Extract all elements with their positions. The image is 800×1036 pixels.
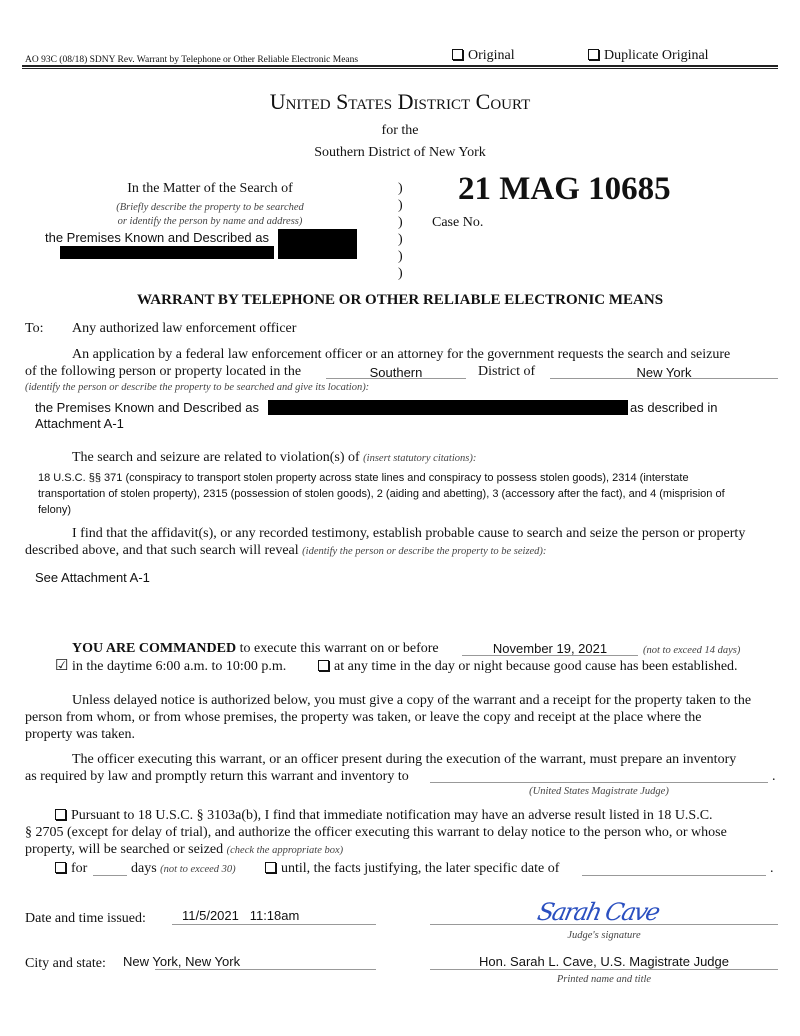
duplicate-label: Duplicate Original bbox=[604, 48, 709, 63]
deadline-date-field[interactable]: November 19, 2021 bbox=[492, 641, 608, 656]
as-described: as described in bbox=[630, 400, 718, 415]
for-days-checkbox[interactable] bbox=[55, 860, 87, 877]
checked-box-icon: ☑ bbox=[55, 658, 69, 674]
attachment-ref: Attachment A-1 bbox=[35, 416, 124, 431]
warrant-heading: WARRANT BY TELEPHONE OR OTHER RELIABLE ELECTRONIC MEANS bbox=[136, 292, 664, 308]
case-label: Case No. bbox=[432, 215, 484, 230]
checkbox-icon bbox=[588, 49, 599, 60]
checkbox-icon bbox=[265, 862, 276, 873]
command-line bbox=[72, 640, 439, 657]
delay-line-2: § 2705 (except for delay of trial), and authorize the officer executing this warrant to delay notice to the person who, or whose bbox=[25, 825, 727, 840]
daytime-label: in the daytime 6:00 a.m. to 10:00 p.m. bbox=[71, 659, 287, 674]
court-title: United States District Court bbox=[269, 89, 531, 114]
original-checkbox[interactable] bbox=[452, 47, 515, 64]
notice-line-1: Unless delayed notice is authorized below, you must give a copy of the warrant and a receipt for the property taken to the bbox=[72, 693, 752, 708]
until-date-field[interactable] bbox=[582, 875, 766, 876]
court-district: Southern District of New York bbox=[314, 145, 486, 160]
deadline-hint: (not to exceed 14 days) bbox=[643, 645, 741, 656]
date-field[interactable]: 11/5/2021 11:18am bbox=[182, 908, 300, 923]
checkbox-icon bbox=[55, 809, 66, 820]
form-id: AO 93C (08/18) SDNY Rev. Warrant by Telephone or Other Reliable Electronic Means bbox=[25, 55, 359, 65]
notice-line-2: person from whom, or from whose premises, the property was taken, or leave the copy and receipt at the place where the bbox=[25, 710, 702, 725]
paren: ) bbox=[398, 215, 403, 230]
delay-line-3 bbox=[25, 841, 343, 859]
paren: ) bbox=[398, 232, 403, 247]
checkbox-icon bbox=[452, 49, 463, 60]
application-hint: (identify the person or describe the property to be searched and give its location): bbox=[25, 382, 370, 393]
for-the: for the bbox=[381, 123, 419, 138]
caption-hint-2: or identify the person by name and address) bbox=[117, 216, 303, 227]
inventory-line-2: as required by law and promptly return this warrant and inventory to bbox=[25, 769, 409, 784]
judge-signature: Sarah Cave bbox=[535, 898, 662, 926]
state-field[interactable]: New York bbox=[636, 365, 692, 380]
application-line-1: An application by a federal law enforcement officer or an attorney for the government requests the search and seizure bbox=[72, 347, 731, 362]
violations-line-1: 18 U.S.C. §§ 371 (conspiracy to transport stolen property across state lines and conspiracy to possess stolen goods), 2314 (interstate bbox=[38, 472, 689, 484]
city-field[interactable]: New York, New York bbox=[123, 954, 241, 969]
case-number: 21 MAG 10685 bbox=[458, 171, 671, 207]
to-value: Any authorized law enforcement officer bbox=[72, 321, 297, 336]
violations-line-2: transportation of stolen property), 2315 (possession of stolen goods), 2 (aiding and abetting), 3 (accessory after the fact), and 4 (misprision of bbox=[38, 488, 725, 500]
paren: ) bbox=[398, 266, 403, 281]
date-label: Date and time issued: bbox=[25, 911, 146, 926]
delay-line-3-text: property, will be searched or seized bbox=[25, 842, 224, 857]
delay-hint: (check the appropriate box) bbox=[226, 845, 344, 856]
paren: ) bbox=[398, 249, 403, 264]
header-rule bbox=[22, 65, 778, 69]
days-field[interactable] bbox=[93, 875, 127, 876]
city-label: City and state: bbox=[25, 956, 106, 971]
affidavit-line-2 bbox=[25, 542, 546, 560]
for-label: for bbox=[71, 861, 88, 876]
checkbox-icon bbox=[318, 660, 329, 671]
anytime-checkbox[interactable] bbox=[318, 658, 738, 675]
period: . bbox=[770, 861, 774, 876]
printed-name: Hon. Sarah L. Cave, U.S. Magistrate Judge bbox=[478, 954, 729, 969]
redaction bbox=[268, 400, 628, 415]
days-text: days bbox=[131, 861, 157, 876]
affidavit-hint: (identify the person or describe the property to be seized): bbox=[302, 546, 547, 557]
district-field[interactable]: Southern bbox=[369, 365, 423, 380]
seized-value: See Attachment A-1 bbox=[35, 570, 150, 585]
command-bold: YOU ARE COMMANDED bbox=[72, 641, 237, 656]
application-line-2: of the following person or property located in the bbox=[25, 364, 302, 379]
checkbox-icon bbox=[55, 862, 66, 873]
caption-hint-1: (Briefly describe the property to be searched bbox=[116, 202, 304, 213]
delay-checkbox[interactable] bbox=[55, 807, 713, 824]
days-label bbox=[131, 860, 236, 878]
command-text: to execute this warrant on or before bbox=[239, 641, 439, 656]
daytime-checkbox[interactable] bbox=[55, 658, 286, 675]
notice-line-3: property was taken. bbox=[25, 727, 136, 742]
matter-label: In the Matter of the Search of bbox=[127, 181, 293, 196]
caption-premises: the Premises Known and Described as bbox=[45, 230, 270, 245]
days-hint: (not to exceed 30) bbox=[160, 864, 236, 875]
paren: ) bbox=[398, 198, 403, 213]
premises-text: the Premises Known and Described as bbox=[35, 400, 260, 415]
paren: ) bbox=[398, 181, 403, 196]
to-label: To: bbox=[25, 321, 44, 336]
violations-intro bbox=[72, 449, 476, 467]
redaction bbox=[60, 246, 274, 259]
signature-label: Judge's signature bbox=[567, 930, 641, 941]
redaction bbox=[278, 229, 357, 259]
anytime-label: at any time in the day or night because good cause has been established. bbox=[334, 659, 738, 674]
period: . bbox=[772, 769, 776, 784]
district-of-label: District of bbox=[478, 364, 536, 379]
affidavit-line-1: I find that the affidavit(s), or any recorded testimony, establish probable cause to search and seize the person or property bbox=[72, 526, 746, 541]
magistrate-hint: (United States Magistrate Judge) bbox=[529, 786, 669, 797]
until-checkbox[interactable] bbox=[265, 860, 559, 877]
printed-name-label: Printed name and title bbox=[556, 974, 652, 985]
violations-hint: (insert statutory citations): bbox=[363, 453, 477, 464]
inventory-line-1: The officer executing this warrant, or an officer present during the execution of the warrant, must prepare an inventory bbox=[72, 752, 737, 767]
violations-intro-text: The search and seizure are related to violation(s) of bbox=[72, 450, 360, 465]
affidavit-line-2-text: described above, and that such search will reveal bbox=[25, 543, 299, 558]
duplicate-original-checkbox[interactable] bbox=[588, 47, 709, 64]
violations-line-3: felony) bbox=[38, 504, 72, 516]
until-label: until, the facts justifying, the later specific date of bbox=[281, 861, 560, 876]
delay-line-1: Pursuant to 18 U.S.C. § 3103a(b), I find that immediate notification may have an adverse result listed in 18 U.S.C. bbox=[71, 808, 713, 823]
original-label: Original bbox=[468, 48, 515, 63]
